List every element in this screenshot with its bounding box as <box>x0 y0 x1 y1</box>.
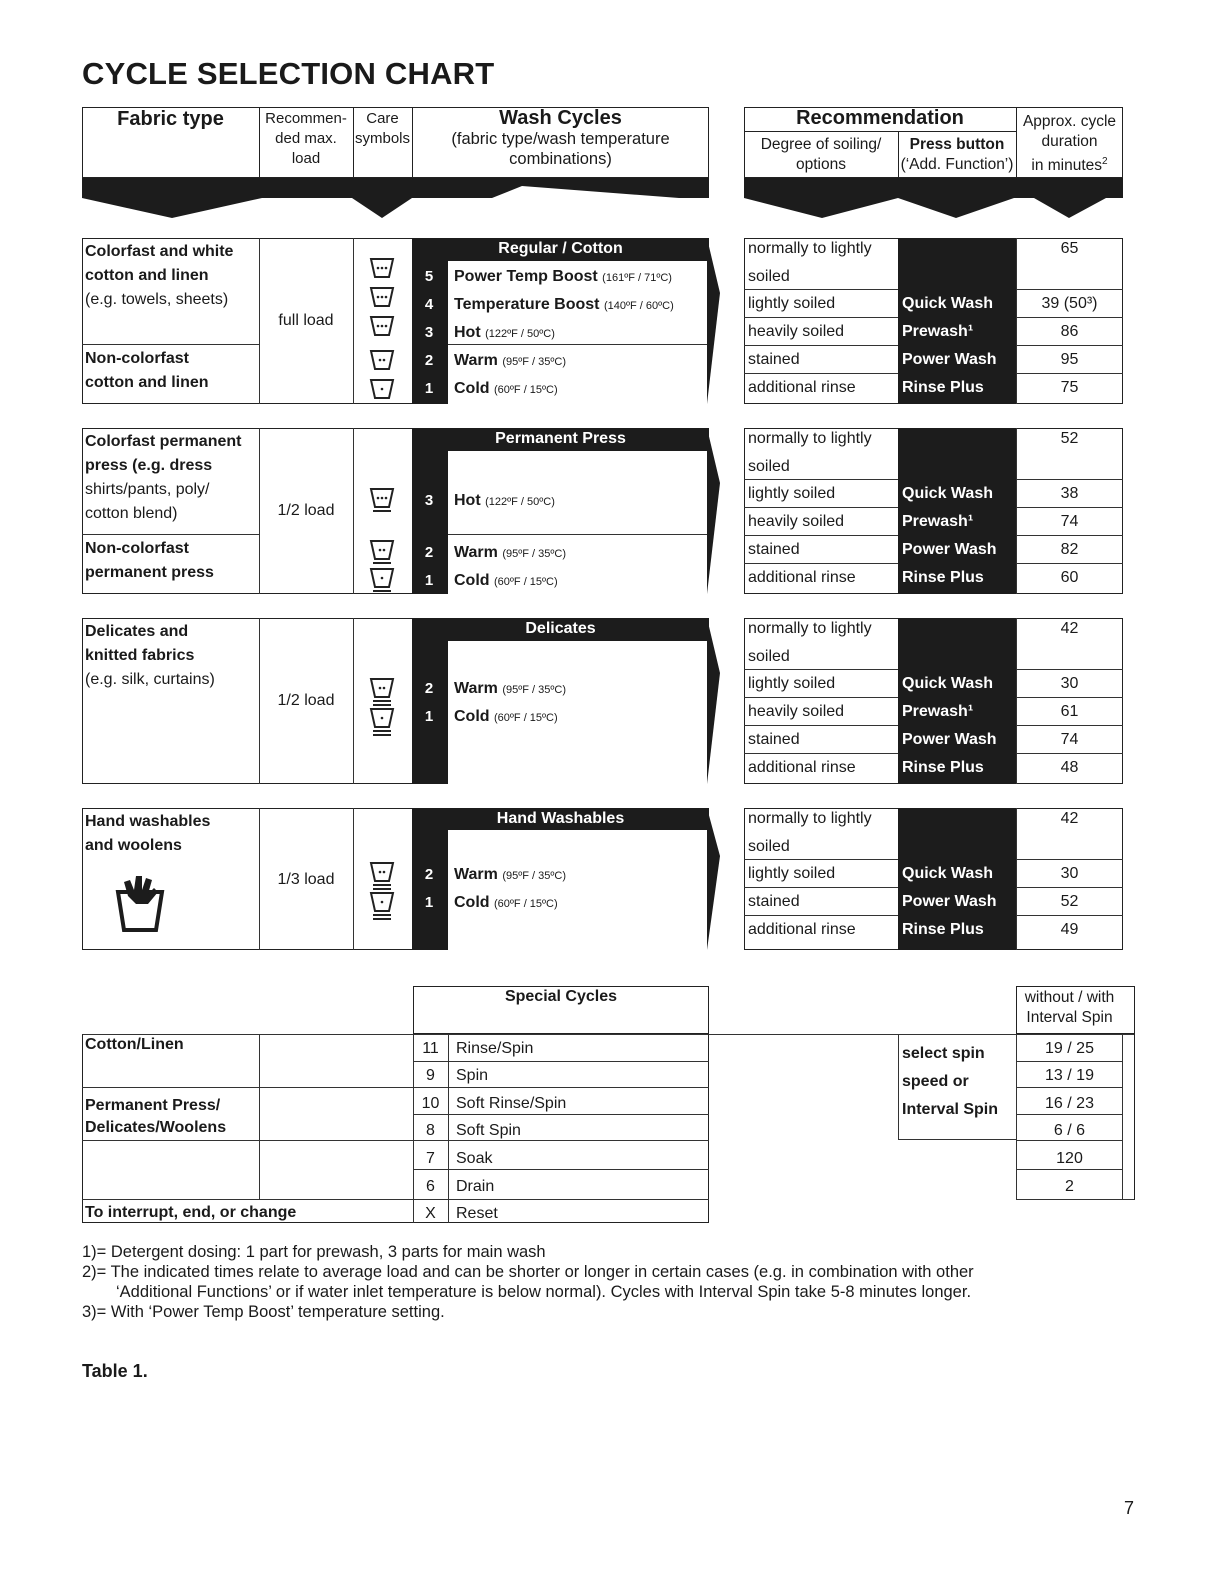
rec-button: Power Wash <box>902 541 997 558</box>
section-regular-cycle: Regular / Cotton <box>498 240 623 257</box>
special-name: Soak <box>456 1150 493 1167</box>
rec-button: Prewash¹ <box>902 703 974 720</box>
rec-soil: stained <box>748 351 800 368</box>
wash-tub-delicate-icon <box>369 676 395 707</box>
page-number: 7 <box>1124 1498 1135 1518</box>
rec-minutes: 52 <box>1060 893 1079 910</box>
special-name: Spin <box>456 1067 489 1084</box>
wash-tub-delicate-icon <box>369 890 395 921</box>
rec-soil: soiled <box>748 458 790 475</box>
header-load: Recommen- ded max. load <box>265 110 347 167</box>
rec-minutes: 75 <box>1060 379 1079 396</box>
special-duration-label: without / with Interval Spin <box>1024 989 1115 1026</box>
special-group-cotton: Cotton/Linen <box>85 1036 184 1053</box>
special-name: Reset <box>456 1205 498 1222</box>
rec-button: Rinse Plus <box>902 759 984 776</box>
special-minutes: 2 <box>1065 1178 1074 1195</box>
wash-tub-permpress-icon <box>369 566 395 594</box>
special-num: 6 <box>426 1178 435 1195</box>
table-label: Table 1. <box>82 1361 148 1381</box>
section-regular-fabric2: Non-colorfast cotton and linen <box>85 350 209 391</box>
special-group-interrupt: To interrupt, end, or change <box>85 1204 297 1221</box>
rec-button: Power Wash <box>902 731 997 748</box>
rec-soil: heavily soiled <box>748 513 845 530</box>
rec-button: Power Wash <box>902 351 997 368</box>
rec-button: Prewash¹ <box>902 513 974 530</box>
rec-soil: normally to lightly <box>748 430 872 447</box>
rec-soil: normally to lightly <box>748 810 872 827</box>
special-minutes: 16 / 23 <box>1045 1095 1094 1112</box>
section-handwash-load: 1/3 load <box>277 871 335 888</box>
section-permpress-cycle: Permanent Press <box>495 430 626 447</box>
header-press-button: Press button (‘Add. Function’) <box>900 136 1014 173</box>
rec-minutes: 74 <box>1060 731 1079 748</box>
special-select-spin: select spin speed or Interval Spin <box>902 1045 999 1118</box>
rec-button: Rinse Plus <box>902 379 984 396</box>
header-wash-cycles: Wash Cycles (fabric type/wash temperature combinations) <box>451 107 670 168</box>
wash-tub-icon <box>369 348 395 372</box>
rec-minutes: 61 <box>1060 703 1079 720</box>
hand-wash-icon <box>114 872 166 934</box>
section-regular-load: full load <box>278 312 334 329</box>
special-name: Soft Spin <box>456 1122 521 1139</box>
rec-minutes: 30 <box>1060 865 1079 882</box>
section-delicates-load: 1/2 load <box>277 692 335 709</box>
special-title: Special Cycles <box>504 988 618 1005</box>
rec-button: Power Wash <box>902 893 997 910</box>
rec-soil: lightly soiled <box>748 485 836 502</box>
special-name: Soft Rinse/Spin <box>456 1095 567 1112</box>
rec-button: Prewash¹ <box>902 323 974 340</box>
rec-minutes: 39 (50³) <box>1041 295 1098 312</box>
section-regular-fabric1: Colorfast and white cotton and linen (e.g. towels, sheets) <box>85 243 234 308</box>
rec-minutes: 65 <box>1060 240 1079 257</box>
rec-minutes: 95 <box>1060 351 1079 368</box>
special-num: 9 <box>426 1067 435 1084</box>
section-permpress-fabric1: Colorfast permanent press (e.g. dress shirts/pants, poly/ cotton blend) <box>85 433 242 522</box>
special-minutes: 13 / 19 <box>1045 1067 1094 1084</box>
rec-minutes: 30 <box>1060 675 1079 692</box>
special-name: Rinse/Spin <box>456 1040 534 1057</box>
rec-soil: additional rinse <box>748 379 856 396</box>
special-name: Drain <box>456 1178 495 1195</box>
rec-soil: normally to lightly <box>748 240 872 257</box>
rec-minutes: 42 <box>1060 810 1079 827</box>
section-handwash-fabric1: Hand washables and woolens <box>85 813 211 854</box>
special-minutes: 120 <box>1056 1150 1083 1167</box>
rec-minutes: 42 <box>1060 620 1079 637</box>
footnotes: 1)= Detergent dosing: 1 part for prewash, 3 parts for main wash 2)= The indicated times relate to average load and can be shorter or longer in certain cases (e.g. in combination with other ‘Additional Functions’ or if water inlet temperature is below normal). Cycles with Interval Spin take 5-8 minutes longer. 3)= With ‘Power Temp Boost’ temperature setting. <box>82 1243 974 1321</box>
special-num: 10 <box>421 1095 440 1112</box>
wash-tub-delicate-icon <box>369 706 395 737</box>
rec-soil: additional rinse <box>748 759 856 776</box>
rec-minutes: 82 <box>1060 541 1079 558</box>
rec-button: Rinse Plus <box>902 921 984 938</box>
rec-soil: lightly soiled <box>748 675 836 692</box>
rec-soil: heavily soiled <box>748 703 845 720</box>
rec-minutes: 48 <box>1060 759 1079 776</box>
rec-soil: soiled <box>748 838 790 855</box>
rec-button: Rinse Plus <box>902 569 984 586</box>
rec-button: Quick Wash <box>902 675 993 692</box>
rec-minutes: 49 <box>1060 921 1079 938</box>
rec-soil: lightly soiled <box>748 865 836 882</box>
rec-button: Quick Wash <box>902 295 993 312</box>
section-permpress-load: 1/2 load <box>277 502 335 519</box>
rec-minutes: 60 <box>1060 569 1079 586</box>
header-recommendation: Recommendation <box>796 107 964 129</box>
rec-soil: stained <box>748 893 800 910</box>
rec-soil: additional rinse <box>748 569 856 586</box>
special-num: 11 <box>422 1040 439 1057</box>
wash-tub-icon <box>369 285 395 309</box>
rec-soil: normally to lightly <box>748 620 872 637</box>
rec-soil: lightly soiled <box>748 295 836 312</box>
page-title: CYCLE SELECTION CHART <box>82 56 495 91</box>
rec-soil: heavily soiled <box>748 323 845 340</box>
wash-tub-icon <box>369 314 395 338</box>
special-num: 7 <box>426 1150 435 1167</box>
header-soiling: Degree of soiling/ options <box>760 136 882 173</box>
rec-soil: stained <box>748 541 800 558</box>
wash-tub-permpress-icon <box>369 486 395 514</box>
special-minutes: 19 / 25 <box>1045 1040 1094 1057</box>
rec-soil: additional rinse <box>748 921 856 938</box>
section-permpress-fabric2: Non-colorfast permanent press <box>85 540 214 581</box>
header-fabric-type: Fabric type <box>117 108 224 130</box>
special-num: X <box>425 1205 436 1222</box>
header-duration: Approx. cycle duration in minutes$^2$ <box>1022 113 1117 175</box>
section-delicates-fabric1: Delicates and knitted fabrics (e.g. silk, curtains) <box>85 623 215 688</box>
header-arrow-band-left <box>82 178 709 220</box>
wash-tub-permpress-icon <box>369 538 395 566</box>
rec-minutes: 38 <box>1060 485 1079 502</box>
rec-minutes: 86 <box>1060 323 1079 340</box>
rec-soil: stained <box>748 731 800 748</box>
section-delicates-cycle: Delicates <box>525 620 596 637</box>
rec-minutes: 52 <box>1060 430 1079 447</box>
special-minutes: 6 / 6 <box>1053 1122 1086 1139</box>
wash-tub-icon <box>369 256 395 280</box>
rec-soil: soiled <box>748 268 790 285</box>
section-handwash-cycle: Hand Washables <box>496 810 625 827</box>
wash-tub-icon <box>369 377 395 401</box>
rec-button: Quick Wash <box>902 865 993 882</box>
special-group-permpress: Permanent Press/ Delicates/Woolens <box>85 1097 227 1136</box>
rec-button: Quick Wash <box>902 485 993 502</box>
header-care: Care symbols <box>354 110 410 147</box>
rec-minutes: 74 <box>1060 513 1079 530</box>
special-num: 8 <box>426 1122 435 1139</box>
header-arrow-band-right <box>744 178 1123 220</box>
wash-tub-delicate-icon <box>369 860 395 891</box>
rec-soil: soiled <box>748 648 790 665</box>
